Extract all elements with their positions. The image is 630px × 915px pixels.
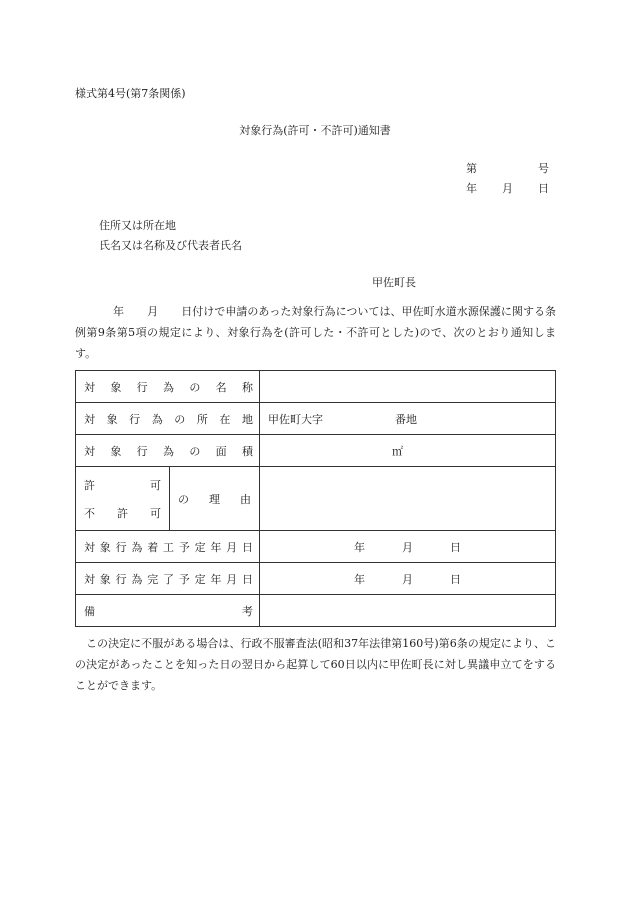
- end-year: 年: [354, 572, 365, 586]
- label-char: 工: [162, 540, 174, 554]
- label-char: 行: [136, 444, 148, 458]
- date-month-label: 月: [502, 182, 513, 195]
- start-month: 月: [402, 540, 413, 554]
- label-action-area: [76, 435, 260, 467]
- label-char: 為: [131, 572, 143, 586]
- value-action-name: [260, 371, 556, 403]
- table-row: [76, 595, 556, 627]
- notice-table: [75, 370, 556, 627]
- end-day: 日: [450, 572, 461, 586]
- label-char: 日: [241, 540, 253, 554]
- label-char: 行: [136, 380, 148, 394]
- label-char: 対: [84, 412, 95, 426]
- label-char: 完: [147, 572, 159, 586]
- label-char: 面: [215, 444, 227, 458]
- body-month: 月: [147, 305, 159, 318]
- start-year: 年: [354, 540, 365, 554]
- appeal-notice: [75, 633, 556, 696]
- label-char: 予: [178, 572, 190, 586]
- label-char: 為: [131, 540, 143, 554]
- label-remarks: [76, 595, 260, 627]
- label-char: 行: [129, 412, 141, 426]
- label-char: 年: [210, 572, 222, 586]
- label-char: 月: [226, 540, 238, 554]
- label-char: 可: [150, 506, 161, 520]
- label-char: 不: [84, 506, 95, 520]
- table-row: [76, 435, 556, 467]
- body-year: 年: [113, 305, 125, 318]
- label-char: 考: [242, 604, 253, 618]
- value-action-location: [260, 403, 556, 435]
- label-char: 為: [162, 444, 174, 458]
- appeal-text: この決定に不服がある場合は、行政不服審査法(昭和37年法律第160号)第6条の規定により、この決定があったことを知った日の翌日から起算して60日以内に甲佐町長に対し異議申立てをすることができます。: [75, 637, 556, 692]
- doc-number-dai: 第: [466, 162, 477, 175]
- label-char: 積: [241, 444, 253, 458]
- label-char: 象: [110, 380, 122, 394]
- value-remarks: [260, 595, 556, 627]
- location-suffix: 番地: [395, 412, 417, 426]
- label-end-date: [76, 563, 260, 595]
- label-char: 由: [240, 492, 251, 506]
- issuer-name: 甲佐町長: [372, 276, 416, 289]
- body-text: 日付けで申請のあった対象行為については、甲佐町水道水源保護に関する条例第9条第5項の規定により、対象行為を(許可した・不許可とした)ので、次のとおり通知します。: [75, 305, 557, 360]
- label-char: 対: [84, 444, 95, 458]
- label-char: 象: [99, 540, 111, 554]
- label-char: 対: [84, 572, 95, 586]
- label-char: 為: [162, 380, 174, 394]
- label-char: 定: [194, 540, 206, 554]
- label-permit-status: [76, 467, 170, 531]
- value-end-date: [260, 563, 556, 595]
- label-char: の: [174, 412, 186, 426]
- label-char: 対: [84, 380, 95, 394]
- table-row: [76, 467, 556, 531]
- label-char: 為: [151, 412, 163, 426]
- table-row: [76, 531, 556, 563]
- label-char: 理: [209, 492, 220, 506]
- value-reason: [260, 467, 556, 531]
- location-prefix: 甲佐町大字: [268, 412, 323, 426]
- document-title: 対象行為(許可・不許可)通知書: [239, 124, 391, 137]
- label-reason: [170, 467, 260, 531]
- label-char: 行: [115, 572, 127, 586]
- label-char: の: [178, 492, 189, 506]
- label-char: の: [189, 444, 201, 458]
- label-action-name: [76, 371, 260, 403]
- table-row: [76, 563, 556, 595]
- label-char: 了: [162, 572, 174, 586]
- table-row: [76, 371, 556, 403]
- date-year-label: 年: [466, 182, 477, 195]
- label-char: 称: [241, 380, 253, 394]
- value-start-date: [260, 531, 556, 563]
- label-char: 行: [115, 540, 127, 554]
- label-char: 象: [99, 572, 111, 586]
- label-char: 月: [226, 572, 238, 586]
- label-char: 定: [194, 572, 206, 586]
- label-char: 象: [110, 444, 122, 458]
- address-label: 住所又は所在地: [99, 219, 176, 232]
- label-start-date: [76, 531, 260, 563]
- form-number: 様式第4号(第7条関係): [75, 87, 186, 100]
- value-action-area: [260, 435, 556, 467]
- body-paragraph: [75, 301, 556, 364]
- table-row: [76, 403, 556, 435]
- label-action-location: [76, 403, 260, 435]
- label-char: 備: [84, 604, 95, 618]
- name-label: 氏名又は名称及び代表者氏名: [99, 239, 242, 252]
- start-day: 日: [450, 540, 461, 554]
- label-char: 日: [241, 572, 253, 586]
- label-char: 可: [150, 478, 161, 492]
- doc-number-go: 号: [538, 162, 549, 175]
- date-day-label: 日: [538, 182, 549, 195]
- label-char: の: [189, 380, 201, 394]
- label-char: 地: [241, 412, 253, 426]
- area-unit: ㎡: [392, 444, 403, 458]
- label-char: 所: [196, 412, 208, 426]
- label-char: 着: [147, 540, 159, 554]
- end-month: 月: [402, 572, 413, 586]
- label-char: 象: [106, 412, 118, 426]
- label-char: 許: [117, 506, 128, 520]
- label-char: 対: [84, 540, 95, 554]
- label-char: 年: [210, 540, 222, 554]
- label-char: 予: [178, 540, 190, 554]
- label-char: 在: [219, 412, 231, 426]
- label-char: 許: [84, 478, 95, 492]
- label-char: 名: [215, 380, 227, 394]
